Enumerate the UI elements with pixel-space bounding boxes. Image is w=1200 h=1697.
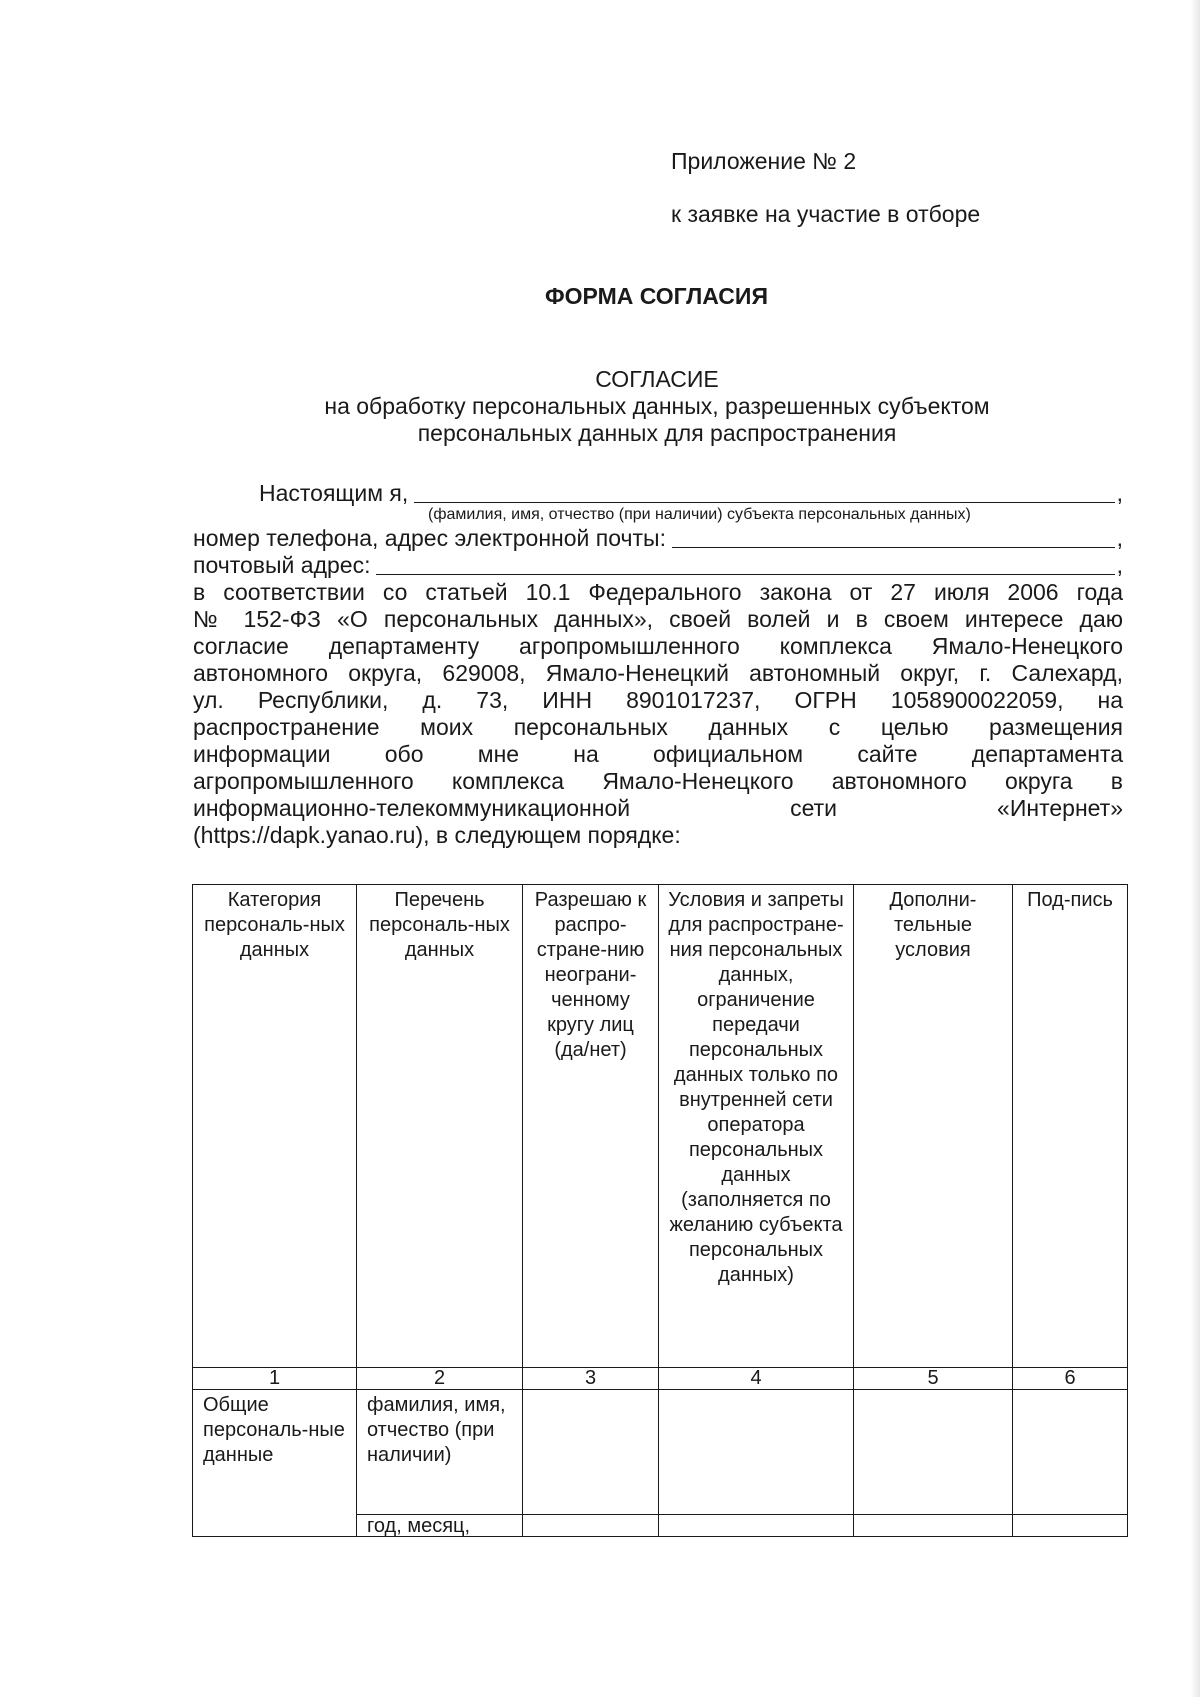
conditions-cell[interactable] [659, 1390, 854, 1515]
additional-cell[interactable] [854, 1390, 1013, 1515]
permission-cell[interactable] [523, 1515, 659, 1537]
name-field-blank[interactable] [414, 482, 1114, 503]
column-numbers-row [193, 1368, 1128, 1390]
column-number: 6 [1013, 1368, 1128, 1390]
appendix-number: Приложение № 2 [671, 148, 857, 174]
consent-header [193, 366, 1121, 447]
table-header-row [193, 885, 1128, 1368]
category-cell: Общие персональ-ные данные [193, 1390, 357, 1537]
conditions-cell[interactable] [659, 1515, 854, 1537]
header-category: Категория персональ-ных данных [193, 885, 357, 1368]
contact-field-row [193, 525, 1123, 552]
column-number: 5 [854, 1368, 1013, 1390]
paragraph-line: согласие департаменту агропромышленного комплекса Ямало-Ненецкого [193, 633, 1123, 659]
name-field-comma: , [1116, 480, 1123, 506]
paragraph-line: агропромышленного комплекса Ямало-Ненецкого автономного округа в [193, 768, 1123, 794]
contact-field-blank[interactable] [672, 527, 1115, 548]
consent-body [193, 480, 1123, 849]
consent-title: СОГЛАСИЕ [595, 366, 719, 392]
consent-subtitle-line-1: на обработку персональных данных, разрешенных субъектом [324, 393, 990, 419]
permission-cell[interactable] [523, 1390, 659, 1515]
header-conditions: Условия и запреты для распростране-ния персональных данных, ограничение передачи персональных данных только по внутренней сети оператора персональных данных (заполняется по желанию субъекта персональных данных) [659, 885, 854, 1368]
column-number: 1 [193, 1368, 357, 1390]
appendix-reference: к заявке на участие в отборе [671, 201, 981, 227]
header-permission: Разрешаю к распро-стране-нию неограни-ченному кругу лиц (да/нет) [523, 885, 659, 1368]
contact-field-label: номер телефона, адрес электронной почты: [193, 525, 666, 551]
postal-field-blank[interactable] [376, 554, 1114, 575]
signature-cell[interactable] [1013, 1515, 1128, 1537]
table-row [193, 1390, 1128, 1515]
paragraph-line: автономного округа, 629008, Ямало-Ненецкий автономный округ, г. Салехард, [193, 660, 1123, 686]
paragraph-line: № 152-ФЗ «О персональных данных», своей волей и в своем интересе даю [193, 606, 1123, 632]
form-title: ФОРМА СОГЛАСИЯ [545, 283, 768, 309]
contact-field-comma: , [1116, 525, 1123, 551]
postal-field-comma: , [1116, 552, 1123, 578]
column-number: 4 [659, 1368, 854, 1390]
item-cell: год, месяц, [357, 1515, 523, 1537]
page-edge-shadow [1190, 0, 1200, 1697]
additional-cell[interactable] [854, 1515, 1013, 1537]
column-number: 2 [357, 1368, 523, 1390]
paragraph-line: в соответствии со статьей 10.1 Федерального закона от 27 июля 2006 года [193, 579, 1123, 605]
name-field-label: Настоящим я, [259, 480, 409, 506]
name-field-row [193, 480, 1123, 507]
paragraph-line: информационно-телекоммуникационной сети «Интернет» [193, 795, 1123, 821]
name-field-caption: (фамилия, имя, отчество (при наличии) субъекта персональных данных) [428, 506, 971, 523]
header-list: Перечень персональ-ных данных [357, 885, 523, 1368]
paragraph-last-line: (https://dapk.yanao.ru), в следующем порядке: [193, 822, 681, 848]
paragraph-line: ул. Республики, д. 73, ИНН 8901017237, ОГРН 1058900022059, на [193, 687, 1123, 713]
header-signature: Под-пись [1013, 885, 1128, 1368]
appendix-block [671, 146, 980, 229]
header-additional: Дополни-тельные условия [854, 885, 1013, 1368]
consent-subtitle-line-2: персональных данных для распространения [417, 420, 897, 446]
item-cell: фамилия, имя, отчество (при наличии) [357, 1390, 523, 1515]
signature-cell[interactable] [1013, 1390, 1128, 1515]
consent-table [192, 884, 1128, 1537]
paragraph-line: распространение моих персональных данных с целью размещения [193, 714, 1123, 740]
paragraph-line: информации обо мне на официальном сайте департамента [193, 741, 1123, 767]
column-number: 3 [523, 1368, 659, 1390]
postal-field-label: почтовый адрес: [193, 552, 371, 578]
postal-field-row [193, 552, 1123, 579]
